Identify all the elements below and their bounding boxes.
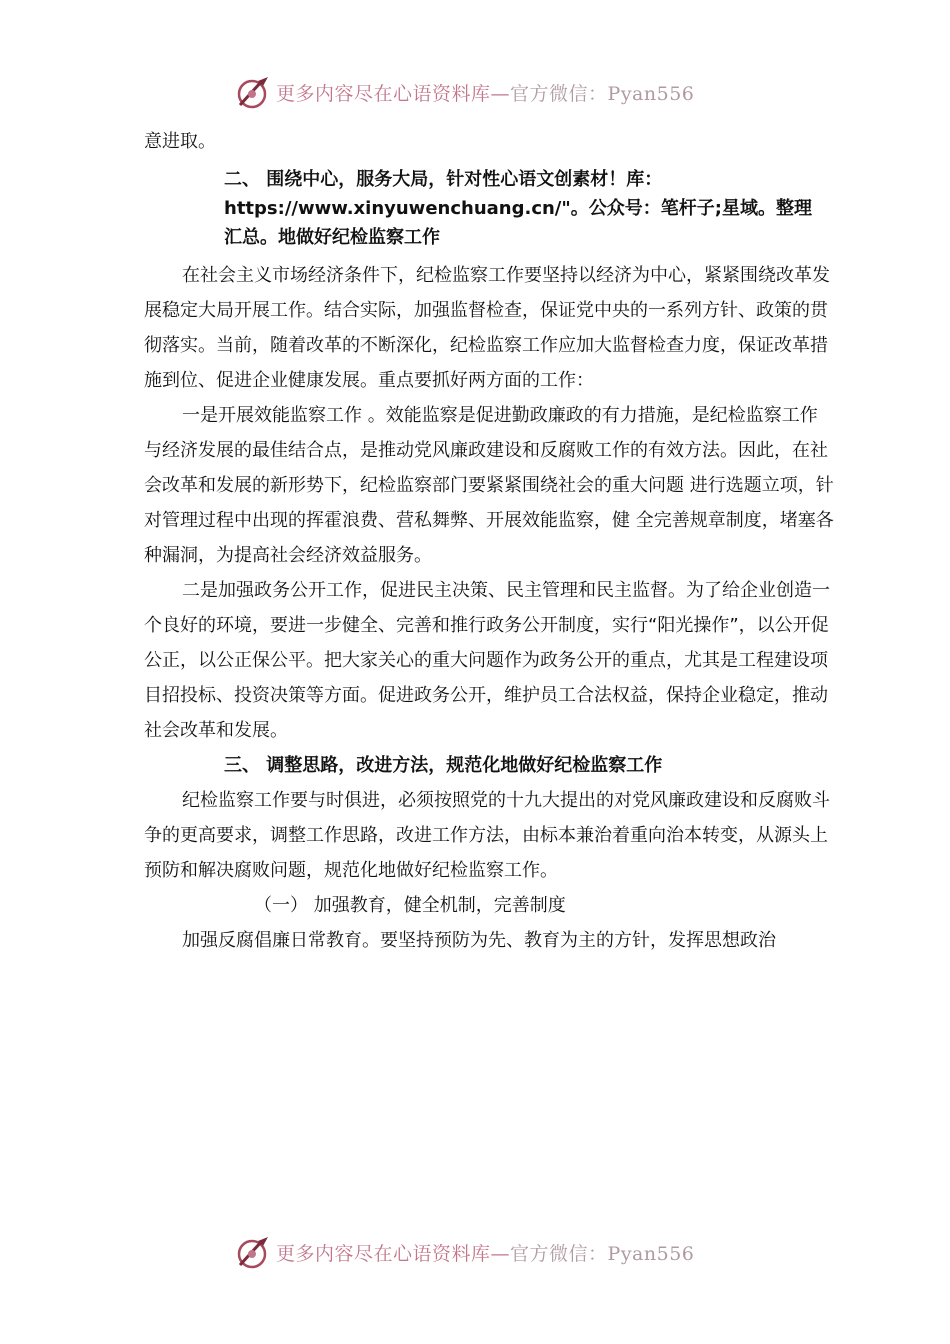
footer-text (276, 1239, 694, 1266)
logo-icon (232, 75, 272, 111)
paragraph-efficiency: 一是开展效能监察工作 。效能监察是促进勤政廉政的有力措施，是纪检监察工作与经济发展的最佳结合点，是推动党风廉政建设和反腐败工作的有效方法。因此，在社会改革和发展的新形势下，纪检监察部门要紧紧围绕社会的重大问题 进行选题立项，针对管理过程中出现的挥霍浪费、营私舞弊、开展效能监察，健 全完善规章制度，堵塞各种漏洞，为提高社会经济效益服务。 (144, 405, 834, 566)
header-brand: 更多内容尽在心语资料库 (276, 83, 491, 105)
footer-brand: 更多内容尽在心语资料库 (276, 1243, 491, 1265)
header-wechat-id: Pyan556 (607, 83, 695, 105)
paragraph-adjust: 纪检监察工作要与时俱进，必须按照党的十九大提出的对党风廉政建设和反腐败斗争的更高要求，调整工作思路，改进工作方法，由标本兼治着重向治本转变，从源头上预防和解决腐败问题，规范化地做好纪检监察工作。 (144, 790, 830, 881)
paragraph-intro: 在社会主义市场经济条件下，纪检监察工作要坚持以经济为中心，紧紧围绕改革发展稳定大局开展工作。结合实际，加强监督检查，保证党中央的一系列方针、政策的贯彻落实。当前，随着改革的不断深化，纪检监察工作应加大监督检查力度，保证改革措施到位、促进企业健康发展。重点要抓好两方面的工作： (144, 265, 830, 391)
header-text (276, 79, 694, 106)
heading-2-line-3: 汇总。地做好纪检监察工作 (224, 227, 440, 248)
header-banner (0, 73, 950, 113)
heading-2-line-1: 二、 围绕中心，服务大局，针对性心语文创素材！库： (224, 169, 663, 190)
footer-banner (0, 1233, 950, 1273)
subheading-1: （一） 加强教育，健全机制，完善制度 (254, 895, 566, 916)
heading-2-line-2: https://www.xinyuwenchuang.cn/"。公众号：笔杆子;星域。整理 (224, 198, 812, 219)
document-body (144, 124, 834, 958)
paragraph-continuation: 意进取。 (144, 131, 216, 152)
paragraph-education: 加强反腐倡廉日常教育。要坚持预防为先、教育为主的方针，发挥思想政治 (182, 930, 776, 951)
footer-wechat-label: 官方微信： (510, 1243, 608, 1265)
paragraph-transparency: 二是加强政务公开工作，促进民主决策、民主管理和民主监督。为了给企业创造一个良好的环境，要进一步健全、完善和推行政务公开制度，实行“阳光操作”，以公开促公正，以公正保公平。把大家关心的重大问题作为政务公开的重点，尤其是工程建设项目招投标、投资决策等方面。促进政务公开，维护员工合法权益，保持企业稳定，推动社会改革和发展。 (144, 580, 830, 741)
footer-dash: — (490, 1243, 511, 1265)
section-heading-2 (144, 165, 834, 252)
header-wechat-label: 官方微信： (510, 83, 608, 105)
section-heading-3: 三、 调整思路，改进方法，规范化地做好纪检监察工作 (224, 755, 663, 776)
footer-wechat-id: Pyan556 (607, 1243, 695, 1265)
logo-icon (232, 1235, 272, 1271)
header-dash: — (490, 83, 511, 105)
